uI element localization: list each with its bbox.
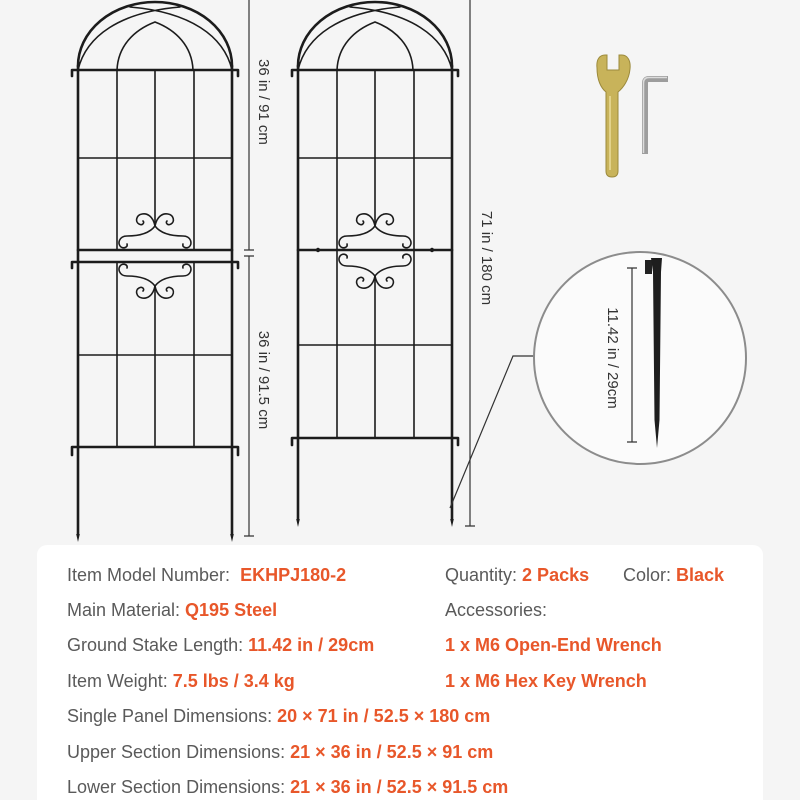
stake-dimension-label: 11.42 in / 29cm [604,307,622,409]
material-value: Q195 Steel [185,600,278,620]
lower-section-value: 21 × 36 in / 52.5 × 91.5 cm [290,777,509,797]
upper-section-dimension [244,0,272,250]
upper-section-value: 21 × 36 in / 52.5 × 91 cm [290,742,494,762]
color-label: Color: [623,565,672,585]
stake-length-label: Ground Stake Length: [67,635,244,655]
quantity-value: 2 Packs [522,565,590,585]
spec-color [623,565,724,585]
single-panel-value: 20 × 71 in / 52.5 × 180 cm [277,706,491,726]
lower-dimension-line [244,256,254,536]
upper-arch [72,2,238,76]
spec-stake-length [67,635,374,655]
single-panel [292,2,458,527]
spec-material [67,600,277,620]
lower-section-dimension [244,256,272,536]
quantity-label: Quantity: [445,565,518,585]
hex-key-wrench-icon [644,78,669,155]
stake-length-value: 11.42 in / 29cm [248,635,375,655]
spec-model [67,565,346,585]
upper-dimension-line [244,0,254,250]
stake-flange [645,260,652,274]
lower-section-panel [72,262,238,542]
spec-accessories [445,600,547,620]
color-value: Black [676,565,725,585]
panel-arch [292,2,458,76]
accessory-item [445,671,647,691]
callout-leader-line [450,356,535,508]
model-label: Item Model Number: [67,565,231,585]
accessory-wrench: 1 x M6 Open-End Wrench [445,635,662,655]
accessory-hex-key: 1 x M6 Hex Key Wrench [445,671,647,691]
hex-key-body [645,79,668,154]
accessory-item [445,635,662,655]
panel-dimension-line [465,0,475,526]
open-end-wrench-icon [597,55,630,177]
material-label: Main Material: [67,600,181,620]
upper-section-panel [72,2,238,262]
lower-top-bar [72,262,238,268]
single-panel-label: Single Panel Dimensions: [67,706,273,726]
spec-upper-section [67,742,493,762]
lower-section-label: Lower Section Dimensions: [67,777,286,797]
model-value: EKHPJ180-2 [240,565,347,585]
lower-stake-tips [76,534,234,542]
panel-connector-right [430,248,434,252]
panel-dimension-label: 71 in / 180 cm [478,210,496,306]
panel-connector-left [316,248,320,252]
weight-value: 7.5 lbs / 3.4 kg [172,671,295,691]
lower-dimension-label: 36 in / 91.5 cm [255,330,273,430]
magnifier-circle [534,252,746,464]
panel-verticals [337,70,414,438]
upper-section-label: Upper Section Dimensions: [67,742,286,762]
spec-weight [67,671,295,691]
spec-quantity [445,565,589,585]
accessories-label: Accessories: [445,600,548,620]
panel-stake-tips [296,519,454,527]
upper-dimension-label: 36 in / 91 cm [255,59,273,145]
spec-single-panel [67,706,490,726]
wrench-body [597,55,630,177]
lower-bottom-bar [72,447,238,455]
spec-lower-section [67,777,508,797]
panel-dimension [465,0,495,526]
panel-bottom-bar [292,438,458,445]
weight-label: Item Weight: [67,671,168,691]
stake-magnifier [534,252,746,464]
